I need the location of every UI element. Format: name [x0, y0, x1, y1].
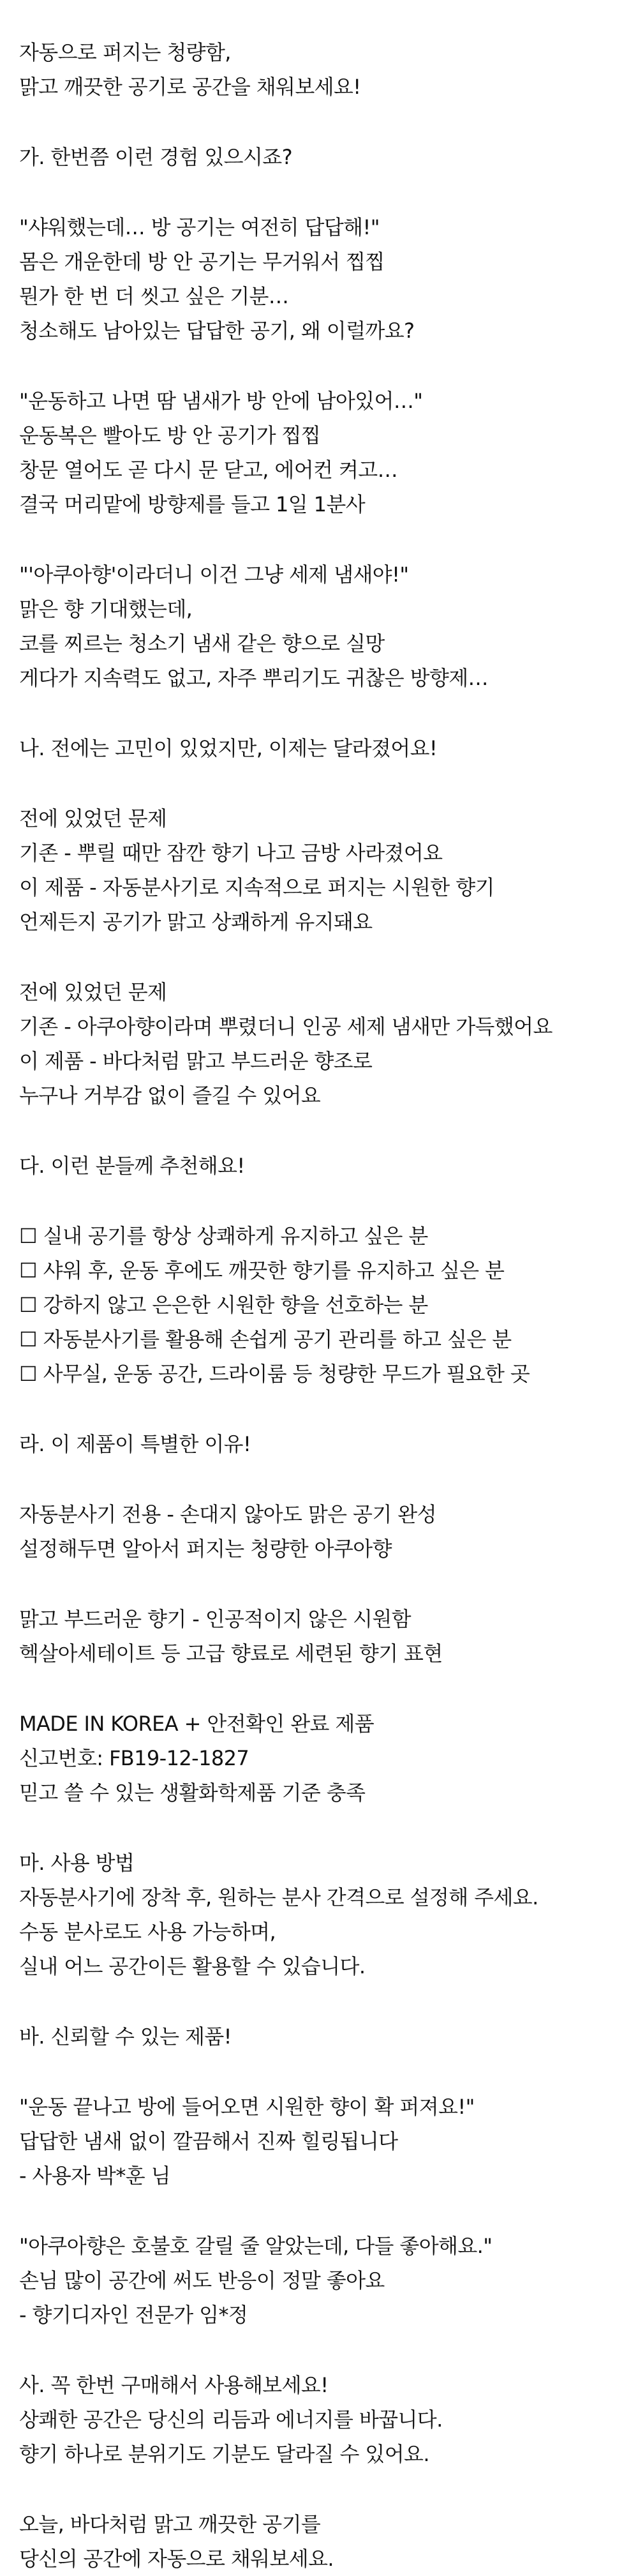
- text-paragraph: [19, 801, 638, 939]
- text-paragraph: [19, 1427, 638, 1461]
- text-line: 라. 이 제품이 특별한 이유!: [19, 1432, 251, 1456]
- text-line: 맑고 부드러운 향기 - 인공적이지 않은 시원함: [19, 1607, 411, 1631]
- text-paragraph: [19, 731, 638, 765]
- text-paragraph: [19, 384, 638, 522]
- text-paragraph: [19, 557, 638, 695]
- text-line: 코를 찌르는 청소기 냄새 같은 향으로 실망: [19, 631, 385, 656]
- text-line: 결국 머리맡에 방향제를 들고 1일 1분사: [19, 492, 366, 516]
- text-line: ☐ 자동분사기를 활용해 손쉽게 공기 관리를 하고 싶은 분: [19, 1327, 512, 1352]
- text-paragraph: [19, 2229, 638, 2332]
- text-line: "샤워했는데… 방 공기는 여전히 답답해!": [19, 215, 380, 239]
- text-paragraph: [19, 2507, 638, 2576]
- text-paragraph: [19, 1219, 638, 1391]
- text-line: 자동분사기에 장착 후, 원하는 분사 간격으로 설정해 주세요.: [19, 1885, 538, 1909]
- text-line: 자동으로 퍼지는 청량함,: [19, 40, 231, 64]
- text-line: 맑고 깨끗한 공기로 공간을 채워보세요!: [19, 75, 361, 99]
- text-line: 답답한 냄새 없이 깔끔해서 진짜 힐링됩니다: [19, 2129, 398, 2153]
- text-line: 전에 있었던 문제: [19, 980, 167, 1004]
- text-line: ☐ 사무실, 운동 공간, 드라이룸 등 청량한 무드가 필요한 곳: [19, 1362, 530, 1386]
- text-paragraph: [19, 1846, 638, 1984]
- text-line: 헥살아세테이트 등 고급 향료로 세련된 향기 표현: [19, 1641, 443, 1666]
- text-paragraph: [19, 35, 638, 104]
- text-line: ☐ 샤워 후, 운동 후에도 깨끗한 향기를 유지하고 싶은 분: [19, 1258, 505, 1283]
- text-line: 마. 사용 방법: [19, 1851, 135, 1875]
- text-line: 언제든지 공기가 맑고 상쾌하게 유지돼요: [19, 910, 373, 934]
- text-line: 맑은 향 기대했는데,: [19, 597, 193, 621]
- text-line: 운동복은 빨아도 방 안 공기가 찝찝: [19, 423, 321, 448]
- text-line: MADE IN KOREA + 안전확인 완료 제품: [19, 1712, 375, 1736]
- text-line: 설정해두면 알아서 퍼지는 청량한 아쿠아향: [19, 1537, 392, 1561]
- text-line: 나. 전에는 고민이 있었지만, 이제는 달라졌어요!: [19, 736, 438, 760]
- text-line: ☐ 실내 공기를 항상 상쾌하게 유지하고 싶은 분: [19, 1224, 428, 1248]
- text-paragraph: [19, 2368, 638, 2471]
- text-line: 당신의 공간에 자동으로 채워보세요.: [19, 2547, 334, 2571]
- text-line: "운동하고 나면 땀 냄새가 방 안에 남아있어…": [19, 389, 423, 413]
- text-line: 실내 어느 공간이든 활용할 수 있습니다.: [19, 1954, 366, 1978]
- text-line: 수동 분사로도 사용 가능하며,: [19, 1920, 276, 1944]
- text-line: 누구나 거부감 없이 즐길 수 있어요: [19, 1083, 321, 1108]
- text-line: 바. 신뢰할 수 있는 제품!: [19, 2024, 232, 2049]
- text-paragraph: [19, 140, 638, 174]
- text-line: 자동분사기 전용 - 손대지 않아도 맑은 공기 완성: [19, 1502, 436, 1526]
- text-paragraph: [19, 2019, 638, 2054]
- text-line: 오늘, 바다처럼 맑고 깨끗한 공기를: [19, 2512, 321, 2536]
- text-line: 신고번호: FB19-12-1827: [19, 1746, 249, 1770]
- text-line: 손님 많이 공간에 써도 반응이 정말 좋아요: [19, 2268, 385, 2293]
- text-paragraph: [19, 210, 638, 348]
- text-line: 청소해도 남아있는 답답한 공기, 왜 이럴까요?: [19, 319, 415, 343]
- text-paragraph: [19, 2090, 638, 2193]
- text-line: "'아쿠아향'이라더니 이건 그냥 세제 냄새야!": [19, 562, 409, 587]
- text-paragraph: [19, 1602, 638, 1671]
- text-paragraph: [19, 1149, 638, 1183]
- text-line: "운동 끝나고 방에 들어오면 시원한 향이 확 퍼져요!": [19, 2095, 475, 2119]
- text-line: ☐ 강하지 않고 은은한 시원한 향을 선호하는 분: [19, 1293, 428, 1317]
- text-line: 이 제품 - 바다처럼 맑고 부드러운 향조로: [19, 1049, 373, 1073]
- text-line: 기존 - 뿌릴 때만 잠깐 향기 나고 금방 사라졌어요: [19, 841, 443, 865]
- text-line: 사. 꼭 한번 구매해서 사용해보세요!: [19, 2373, 329, 2397]
- text-line: 몸은 개운한데 방 안 공기는 무거워서 찝찝: [19, 250, 385, 274]
- text-line: 이 제품 - 자동분사기로 지속적으로 퍼지는 시원한 향기: [19, 875, 494, 900]
- text-line: 뭔가 한 번 더 씻고 싶은 기분…: [19, 284, 289, 308]
- text-paragraph: [19, 1497, 638, 1566]
- text-line: "아쿠아향은 호불호 갈릴 줄 알았는데, 다들 좋아해요.": [19, 2234, 493, 2258]
- text-line: 전에 있었던 문제: [19, 806, 167, 831]
- text-paragraph: [19, 1706, 638, 1810]
- text-line: 가. 한번쯤 이런 경험 있으시죠?: [19, 145, 292, 169]
- text-paragraph: [19, 975, 638, 1113]
- text-line: 향기 하나로 분위기도 기분도 달라질 수 있어요.: [19, 2442, 429, 2466]
- text-line: 믿고 쓸 수 있는 생활화학제품 기준 충족: [19, 1781, 366, 1805]
- text-line: - 향기디자인 전문가 임*정: [19, 2303, 248, 2327]
- text-line: - 사용자 박*훈 님: [19, 2164, 170, 2188]
- text-line: 창문 열어도 곧 다시 문 닫고, 에어컨 켜고…: [19, 458, 397, 482]
- text-line: 기존 - 아쿠아향이라며 뿌렸더니 인공 세제 냄새만 가득했어요: [19, 1014, 553, 1039]
- text-line: 다. 이런 분들께 추천해요!: [19, 1154, 245, 1178]
- text-line: 상쾌한 공간은 당신의 리듬과 에너지를 바꿉니다.: [19, 2407, 443, 2432]
- text-line: 게다가 지속력도 없고, 자주 뿌리기도 귀찮은 방향제…: [19, 666, 488, 690]
